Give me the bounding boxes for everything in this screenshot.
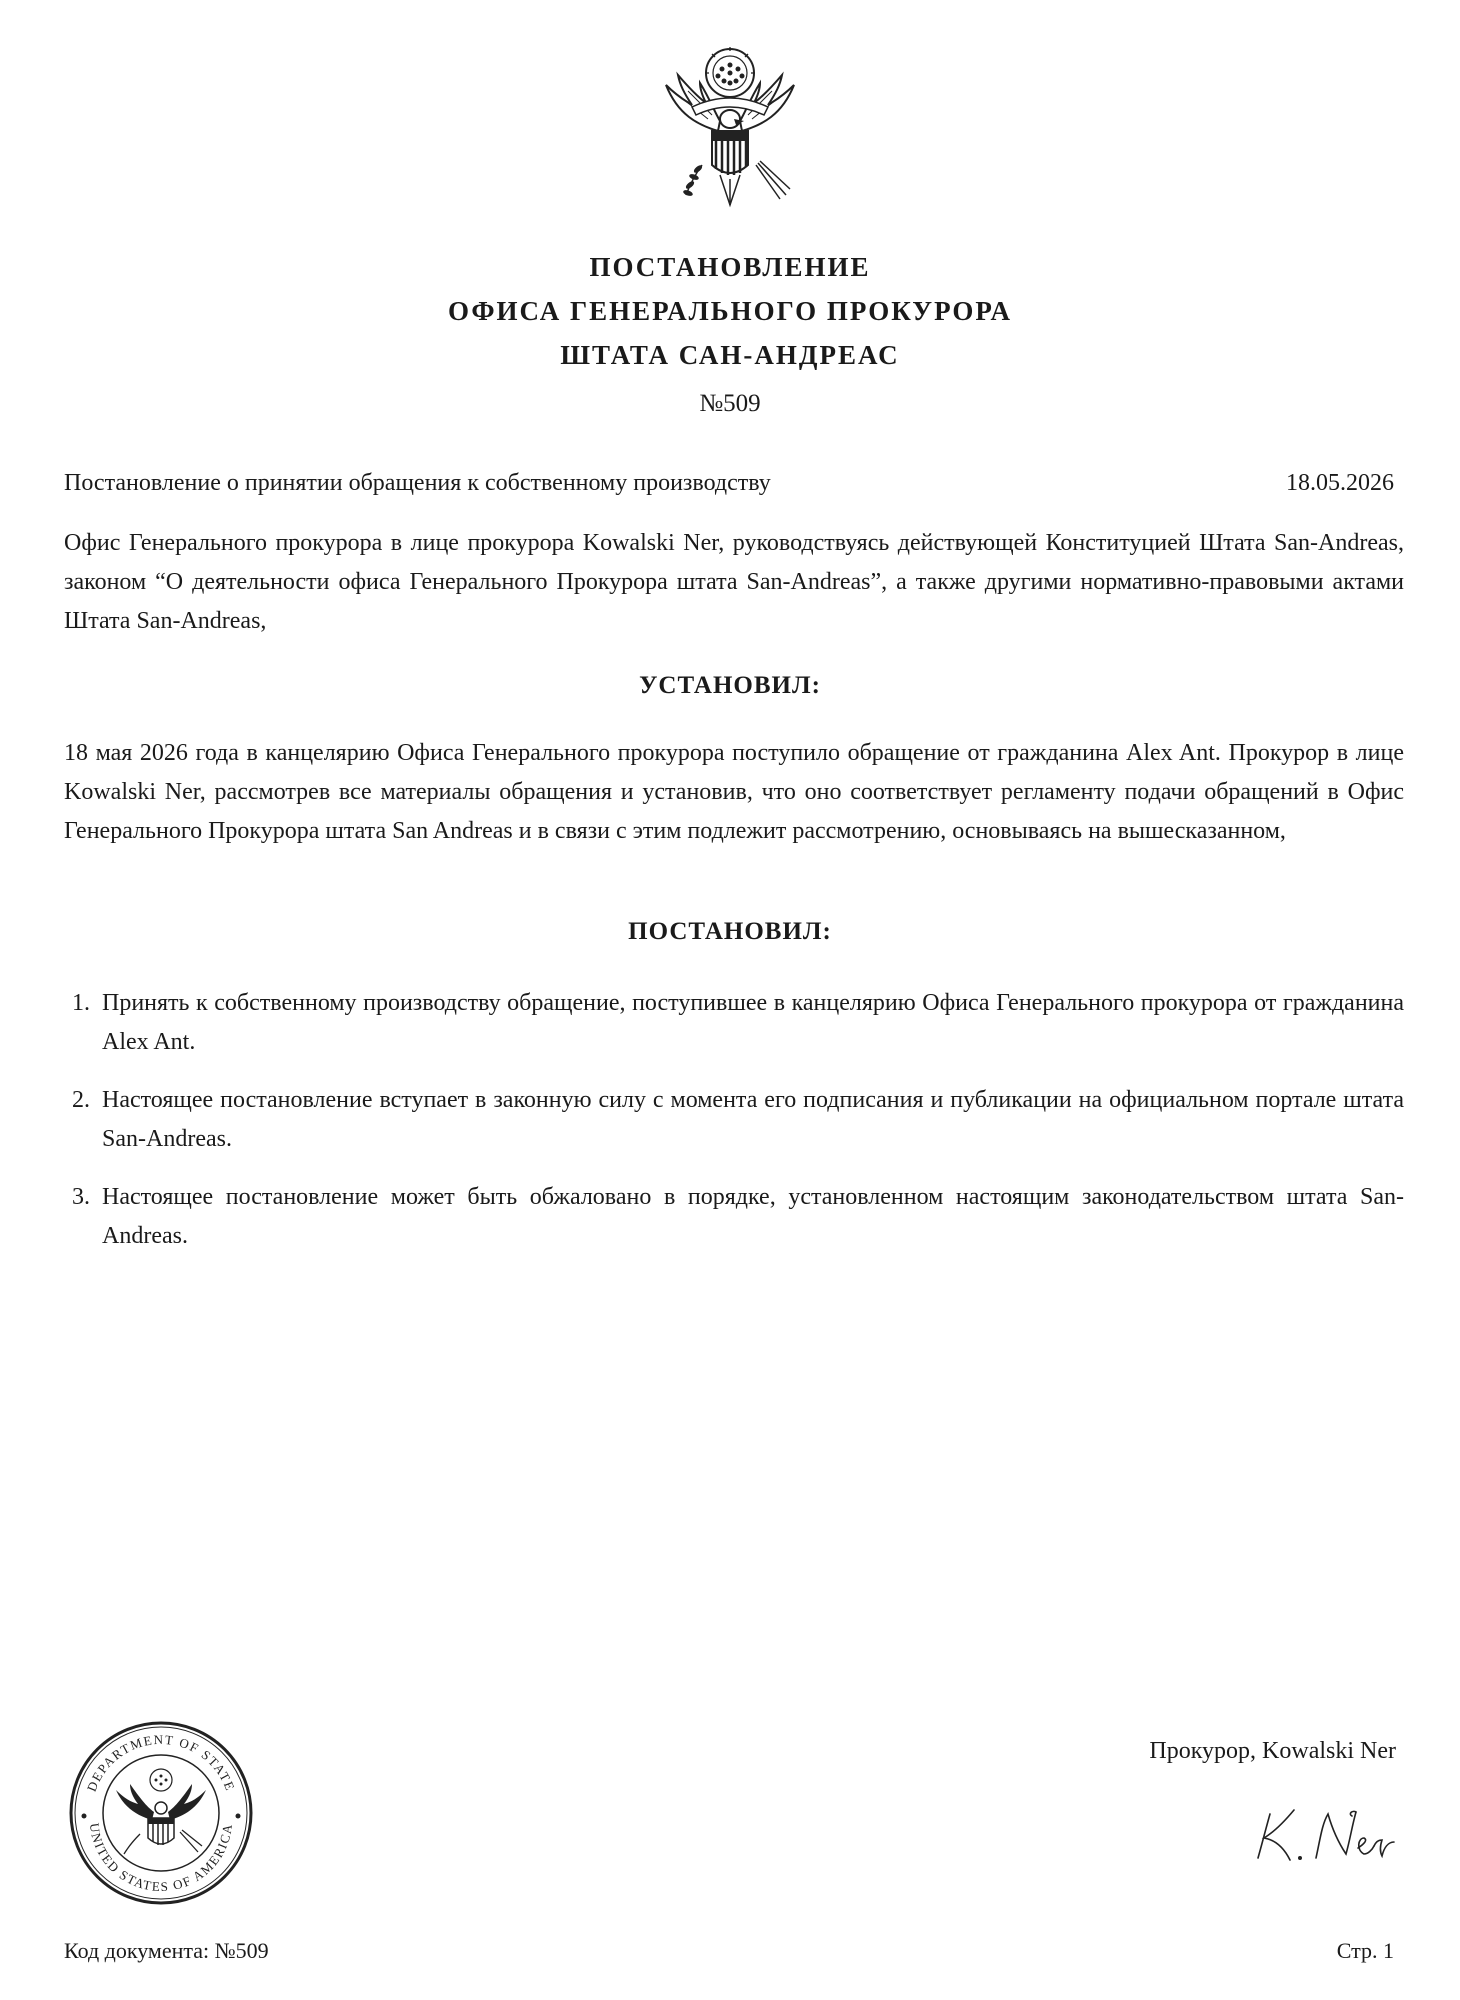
list-item: [64, 984, 1404, 1062]
resolved-list: [64, 984, 1404, 1275]
department-seal-icon: [68, 1720, 254, 1906]
resolved-heading: ПОСТАНОВИЛ:: [628, 918, 832, 945]
document-date: 18.05.2026: [1286, 470, 1394, 496]
signer-name: Прокурор, Kowalski Ner: [1149, 1738, 1396, 1764]
eagle-emblem-icon: [648, 45, 812, 225]
preamble-paragraph: Офис Генерального прокурора в лице прокурора Kowalski Ner, руководствуясь действующей Конституцией Штата San-Andreas, законом “О деятельности офиса Генерального Прокурора штата San-Andreas”, а также другими нормативно-правовыми актами Штата San-Andreas,: [64, 530, 1404, 634]
seal-text-bottom: UNITED STATES OF AMERICA: [86, 1822, 236, 1895]
list-item-number: 3.: [72, 1184, 90, 1210]
document-title-line-2: ОФИСА ГЕНЕРАЛЬНОГО ПРОКУРОРА: [448, 296, 1012, 326]
subject-row: [64, 470, 1394, 497]
handwritten-signature: [1250, 1800, 1400, 1870]
document-title-line-3: ШТАТА САН-АНДРЕАС: [560, 340, 900, 370]
document-number: №509: [699, 390, 761, 417]
list-item-number: 2.: [72, 1087, 90, 1113]
list-item: [64, 1178, 1404, 1256]
list-item-number: 1.: [72, 990, 90, 1016]
subject-text: Постановление о принятии обращения к собственному производству: [64, 470, 771, 496]
seal-text-top: DEPARTMENT OF STATE: [83, 1731, 239, 1794]
established-heading: УСТАНОВИЛ:: [639, 672, 821, 699]
list-item: [64, 1081, 1404, 1159]
list-item-text: Настоящее постановление вступает в законную силу с момента его подписания и публикации на официальном портале штата San-Andreas.: [102, 1087, 1404, 1152]
document-title-line-1: ПОСТАНОВЛЕНИЕ: [589, 252, 871, 282]
document-code: Код документа: №509: [64, 1938, 269, 1963]
page-number: Стр. 1: [1336, 1938, 1394, 1963]
list-item-text: Настоящее постановление может быть обжаловано в порядке, установленном настоящим законодательством штата San-Andreas.: [102, 1184, 1404, 1249]
list-item-text: Принять к собственному производству обращение, поступившее в канцелярию Офиса Генерального прокурора от гражданина Alex Ant.: [102, 990, 1404, 1055]
established-paragraph: 18 мая 2026 года в канцелярию Офиса Генерального прокурора поступило обращение от гражданина Alex Ant. Прокурор в лице Kowalski Ner, рассмотрев все материалы обращения и установив, что оно соответствует регламенту подачи обращений в Офис Генерального Прокурора штата San Andreas и в связи с этим подлежит рассмотрению, основываясь на вышесказанном,: [64, 740, 1404, 844]
